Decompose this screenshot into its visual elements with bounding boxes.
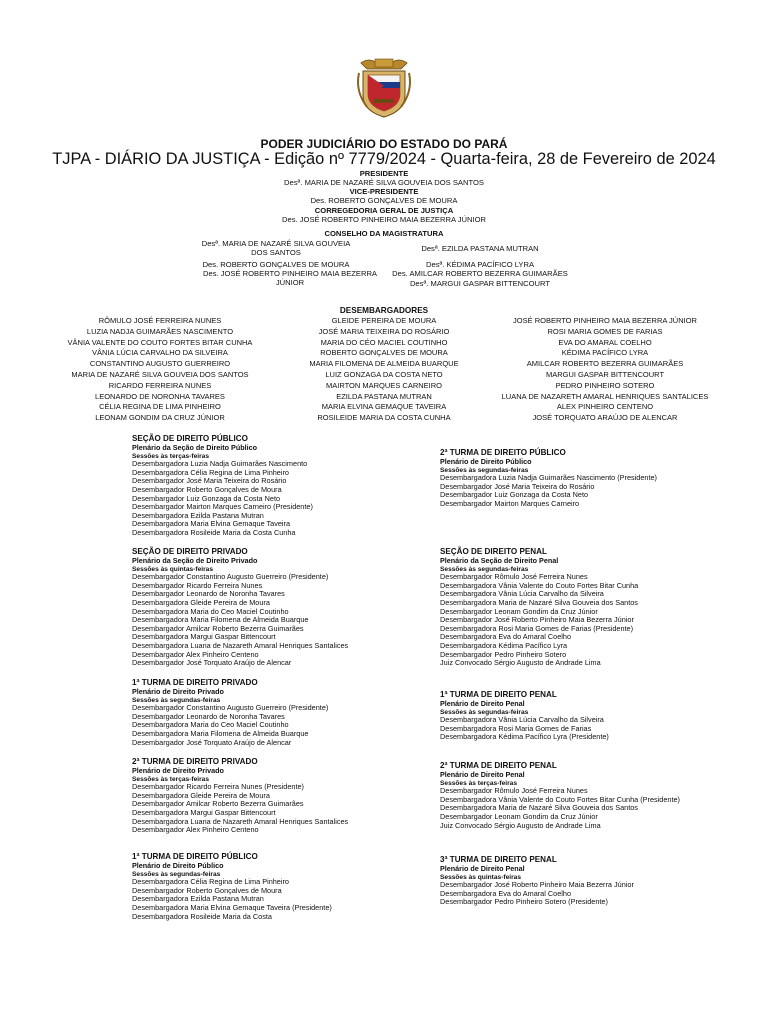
conselho-member: Des. JOSÉ ROBERTO PINHEIRO MAIA BEZERRA JÚNIOR bbox=[203, 269, 377, 287]
section-member: Desembargadora Luzia Nadja Guimarães Nascimento (Presidente) bbox=[440, 473, 657, 483]
section-plenario: Plenário de Direito Privado bbox=[132, 766, 224, 775]
section-2-turma-direito-privado bbox=[132, 757, 348, 835]
conselho-member: Des. ROBERTO GONÇALVES DE MOURA bbox=[202, 260, 350, 269]
section-plenario: Plenário de Direito Penal bbox=[440, 770, 525, 779]
coat-of-arms-icon bbox=[355, 55, 413, 121]
conselho-member: Des. AMILCAR ROBERTO BEZERRA GUIMARÃES bbox=[392, 269, 568, 278]
section-sessoes: Sessões às terças-feiras bbox=[132, 452, 209, 460]
desembargador-name: MARIA DO CÉO MACIEL COUTINHO bbox=[320, 337, 448, 347]
desembargador-name: ALEX PINHEIRO CENTENO bbox=[556, 402, 654, 412]
section-member: Desembargador Constantino Augusto Guerreiro (Presidente) bbox=[132, 703, 329, 713]
desembargador-name: MARGUI GASPAR BITTENCOURT bbox=[545, 369, 665, 379]
section-title: 1ª TURMA DE DIREITO PENAL bbox=[440, 690, 557, 699]
desembargador-name: CÉLIA REGINA DE LIMA PINHEIRO bbox=[99, 402, 221, 412]
section-member: Desembargadora Maria de Nazaré Silva Gouveia dos Santos bbox=[440, 597, 638, 607]
section-3-turma-direito-penal bbox=[440, 855, 634, 907]
desembargador-name: MARIA ELVINA GEMAQUE TAVEIRA bbox=[321, 402, 447, 412]
section-member: Desembargadora Vânia Lúcia Carvalho da Silveira bbox=[440, 589, 604, 599]
desembargadores-label: DESEMBARGADORES bbox=[339, 306, 429, 315]
desembargadores-col3 bbox=[480, 316, 730, 424]
section-member: Desembargadora Luana de Nazareth Amaral Henriques Santalices bbox=[132, 640, 349, 650]
page-title: TJPA - DIÁRIO DA JUSTIÇA - Edição nº 7779/2024 - Quarta-feira, 28 de Fevereiro de 2024 bbox=[52, 150, 716, 168]
section-member: Desembargador Pedro Pinheiro Sotero bbox=[440, 649, 567, 659]
section-plenario: Plenário da Seção de Direito Penal bbox=[440, 556, 559, 565]
section-member: Desembargadora Margui Gaspar Bittencourt bbox=[132, 807, 276, 817]
section-title: 2ª TURMA DE DIREITO PÚBLICO bbox=[440, 448, 566, 457]
section-member: Desembargador Leonardo de Noronha Tavares bbox=[132, 589, 285, 599]
section-title: 2ª TURMA DE DIREITO PRIVADO bbox=[132, 757, 258, 766]
section-plenario: Plenário de Direito Penal bbox=[440, 864, 525, 873]
section-member: Desembargador Luiz Gonzaga da Costa Neto bbox=[132, 493, 281, 503]
section-member: Desembargador José Maria Teixeira do Rosário bbox=[132, 476, 287, 486]
section-member: Desembargadora Eva do Amaral Coelho bbox=[440, 888, 572, 898]
section-1-turma-direito-privado bbox=[132, 678, 328, 747]
desembargador-name: LUANA DE NAZARETH AMARAL HENRIQUES SANTALICES bbox=[501, 391, 709, 401]
section-member: Desembargadora Célia Regina de Lima Pinheiro bbox=[132, 877, 289, 887]
conselho-member: Desª. MARGUI GASPAR BITTENCOURT bbox=[409, 279, 551, 288]
section-member: Desembargador Mairton Marques Carneiro (Presidente) bbox=[132, 502, 313, 512]
section-member: Desembargador Luiz Gonzaga da Costa Neto bbox=[440, 490, 589, 500]
section-member: Desembargadora Luzia Nadja Guimarães Nascimento bbox=[132, 459, 308, 469]
desembargador-name: JOSÉ TORQUATO ARAÚJO DE ALENCAR bbox=[532, 413, 678, 423]
desembargador-name: LEONAM GONDIM DA CRUZ JÚNIOR bbox=[95, 413, 225, 423]
section-sessoes: Sessões às segundas-feiras bbox=[440, 466, 529, 474]
section-member: Desembargadora Ezilda Pastana Mutran bbox=[132, 894, 264, 904]
desembargador-name: RÔMULO JOSÉ FERREIRA NUNES bbox=[98, 316, 222, 325]
desembargador-name: GLEIDE PEREIRA DE MOURA bbox=[331, 316, 437, 325]
section-sessoes: Sessões às segundas-feiras bbox=[440, 708, 529, 716]
section-plenario: Plenário de Direito Público bbox=[132, 861, 224, 870]
section-member: Desembargadora Luana de Nazareth Amaral Henriques Santalices bbox=[132, 816, 349, 826]
section-member: Desembargadora Maria Elvina Gemaque Taveira bbox=[132, 519, 291, 529]
section-member: Desembargadora Rosi Maria Gomes de Farias (Presidente) bbox=[440, 623, 634, 633]
section-member: Desembargador Amilcar Roberto Bezerra Guimarães bbox=[132, 623, 304, 633]
desembargador-name: JOSÉ ROBERTO PINHEIRO MAIA BEZERRA JÚNIOR bbox=[513, 316, 697, 325]
desembargador-name: VÂNIA VALENTE DO COUTO FORTES BITAR CUNHA bbox=[67, 337, 253, 347]
section-member: Desembargador José Torquato Araújo de Alencar bbox=[132, 658, 292, 668]
vice-name: Des. ROBERTO GONÇALVES DE MOURA bbox=[310, 196, 458, 205]
desembargador-name: VÂNIA LÚCIA CARVALHO DA SILVEIRA bbox=[92, 348, 228, 358]
section-member: Desembargador Rômulo José Ferreira Nunes bbox=[440, 572, 588, 582]
section-plenario: Plenário de Direito Privado bbox=[132, 687, 224, 696]
section-member: Desembargadora Maria Elvina Gemaque Taveira (Presidente) bbox=[132, 902, 332, 912]
section-plenario: Plenário da Seção de Direito Público bbox=[132, 443, 258, 452]
conselho-member: Desª. EZILDA PASTANA MUTRAN bbox=[421, 244, 539, 253]
section-member: Desembargador Mairton Marques Carneiro bbox=[440, 498, 580, 508]
section-sessoes: Sessões às segundas-feiras bbox=[132, 870, 221, 878]
desembargador-name: EZILDA PASTANA MUTRAN bbox=[336, 391, 432, 401]
desembargador-name: EVA DO AMARAL COELHO bbox=[558, 337, 652, 347]
section-member: Desembargadora Margui Gaspar Bittencourt bbox=[132, 632, 276, 642]
section-2-turma-direito-publico bbox=[440, 448, 657, 509]
section-member: Desembargadora Kédima Pacífico Lyra bbox=[440, 640, 568, 650]
section-member: Desembargadora Eva do Amaral Coelho bbox=[440, 632, 572, 642]
section-direito-publico bbox=[132, 434, 313, 538]
section-member: Desembargadora Célia Regina de Lima Pinheiro bbox=[132, 467, 289, 477]
section-title: 1ª TURMA DE DIREITO PÚBLICO bbox=[132, 852, 258, 861]
conselho-label: CONSELHO DA MAGISTRATURA bbox=[324, 229, 444, 238]
section-member: Desembargador Rômulo José Ferreira Nunes bbox=[440, 786, 588, 796]
presidente-name: Desª. MARIA DE NAZARÉ SILVA GOUVEIA DOS SANTOS bbox=[284, 178, 484, 187]
section-member: Desembargadora Rosileide Maria da Costa Cunha bbox=[132, 527, 296, 537]
section-2-turma-direito-penal bbox=[440, 761, 680, 830]
section-plenario: Plenário da Seção de Direito Privado bbox=[132, 556, 258, 565]
desembargador-name: MAIRTON MARQUES CARNEIRO bbox=[326, 380, 442, 390]
section-member: Desembargador Roberto Gonçalves de Moura bbox=[132, 484, 282, 494]
section-member: Desembargadora Rosileide Maria da Costa bbox=[132, 911, 272, 921]
section-title: SEÇÃO DE DIREITO PÚBLICO bbox=[132, 434, 248, 443]
desembargadores-col1 bbox=[40, 316, 280, 424]
desembargador-name: LUZIA NADJA GUIMARÃES NASCIMENTO bbox=[86, 326, 234, 336]
section-member: Desembargador Ricardo Ferreira Nunes bbox=[132, 580, 263, 590]
section-member: Desembargadora Vânia Lúcia Carvalho da Silveira bbox=[440, 715, 604, 725]
section-member: Desembargador Constantino Augusto Guerreiro (Presidente) bbox=[132, 572, 329, 582]
section-member: Desembargadora Vânia Valente do Couto Fortes Bitar Cunha bbox=[440, 580, 639, 590]
section-member: Desembargadora Kédima Pacífico Lyra (Presidente) bbox=[440, 732, 609, 742]
conselho-member: Desª. KÉDIMA PACÍFICO LYRA bbox=[425, 260, 535, 269]
section-member: Desembargadora Maria Filomena de Almeida Buarque bbox=[132, 728, 309, 738]
desembargador-name: LUIZ GONZAGA DA COSTA NETO bbox=[325, 369, 443, 379]
section-member: Desembargador Roberto Gonçalves de Moura bbox=[132, 885, 282, 895]
section-member: Desembargadora Maria do Ceo Maciel Coutinho bbox=[132, 606, 289, 616]
section-title: 1ª TURMA DE DIREITO PRIVADO bbox=[132, 678, 258, 687]
section-member: Desembargador Alex Pinheiro Centeno bbox=[132, 825, 259, 835]
desembargador-name: MARIA FILOMENA DE ALMEIDA BUARQUE bbox=[309, 359, 459, 369]
section-member: Desembargador Leonardo de Noronha Tavares bbox=[132, 711, 285, 721]
section-sessoes: Sessões às segundas-feiras bbox=[440, 565, 529, 573]
section-title: 2ª TURMA DE DIREITO PENAL bbox=[440, 761, 557, 770]
desembargador-name: LEONARDO DE NORONHA TAVARES bbox=[95, 391, 225, 401]
coat-of-arms-emblem bbox=[355, 55, 413, 121]
section-member: Desembargador José Maria Teixeira do Rosário bbox=[440, 481, 595, 491]
section-direito-penal bbox=[440, 547, 638, 668]
section-member: Desembargador José Roberto Pinheiro Maia Bezerra Júnior bbox=[440, 880, 634, 890]
desembargador-name: ROSI MARIA GOMES DE FARIAS bbox=[547, 326, 663, 336]
conselho-member: Desª. MARIA DE NAZARÉ SILVA GOUVEIA DOS SANTOS bbox=[201, 239, 351, 257]
desembargador-name: AMILCAR ROBERTO BEZERRA GUIMARÃES bbox=[526, 359, 684, 369]
desembargador-name: KÉDIMA PACÍFICO LYRA bbox=[561, 348, 649, 358]
section-member: Desembargador José Torquato Araújo de Alencar bbox=[132, 737, 292, 747]
desembargador-name: ROSILEIDE MARIA DA COSTA CUNHA bbox=[317, 413, 451, 423]
section-member: Desembargador Pedro Pinheiro Sotero (Presidente) bbox=[440, 897, 608, 907]
section-member: Juiz Convocado Sérgio Augusto de Andrade Lima bbox=[440, 820, 601, 830]
section-member: Desembargadora Ezilda Pastana Mutran bbox=[132, 510, 264, 520]
desembargador-name: MARIA DE NAZARÉ SILVA GOUVEIA DOS SANTOS bbox=[71, 369, 249, 379]
vice-label: VICE-PRESIDENTE bbox=[349, 187, 419, 196]
desembargador-name: JOSÉ MARIA TEIXEIRA DO ROSÁRIO bbox=[318, 326, 450, 336]
corregedoria-label: CORREGEDORIA GERAL DE JUSTIÇA bbox=[314, 206, 454, 215]
section-sessoes: Sessões às terças-feiras bbox=[440, 779, 517, 787]
section-member: Desembargadora Vânia Valente do Couto Fortes Bitar Cunha (Presidente) bbox=[440, 794, 680, 804]
desembargadores-col2 bbox=[268, 316, 500, 424]
section-member: Desembargadora Maria Filomena de Almeida Buarque bbox=[132, 615, 309, 625]
section-member: Desembargadora Gleide Pereira de Moura bbox=[132, 597, 270, 607]
section-title: SEÇÃO DE DIREITO PENAL bbox=[440, 547, 547, 556]
section-member: Desembargador Alex Pinheiro Centeno bbox=[132, 649, 259, 659]
desembargador-name: ROBERTO GONÇALVES DE MOURA bbox=[320, 348, 448, 358]
section-member: Juiz Convocado Sérgio Augusto de Andrade Lima bbox=[440, 658, 601, 668]
court-name: PODER JUDICIÁRIO DO ESTADO DO PARÁ bbox=[260, 137, 508, 151]
section-member: Desembargadora Gleide Pereira de Moura bbox=[132, 790, 270, 800]
section-title: SEÇÃO DE DIREITO PRIVADO bbox=[132, 547, 248, 556]
corregedor-name: Des. JOSÉ ROBERTO PINHEIRO MAIA BEZERRA JÚNIOR bbox=[282, 215, 486, 224]
section-title: 3ª TURMA DE DIREITO PENAL bbox=[440, 855, 557, 864]
section-member: Desembargador Leonam Gondim da Cruz Júnior bbox=[440, 811, 598, 821]
section-member: Desembargadora Maria do Ceo Maciel Coutinho bbox=[132, 720, 289, 730]
section-member: Desembargador Leonam Gondim da Cruz Júnior bbox=[440, 606, 598, 616]
section-member: Desembargador Ricardo Ferreira Nunes (Presidente) bbox=[132, 782, 304, 792]
presidente-label: PRESIDENTE bbox=[359, 169, 409, 178]
section-sessoes: Sessões às quintas-feiras bbox=[440, 873, 521, 881]
section-1-turma-direito-publico bbox=[132, 852, 332, 921]
section-sessoes: Sessões às segundas-feiras bbox=[132, 696, 221, 704]
section-member: Desembargadora Rosi Maria Gomes de Farias bbox=[440, 723, 592, 733]
section-member: Desembargadora Maria de Nazaré Silva Gouveia dos Santos bbox=[440, 803, 638, 813]
section-member: Desembargador Amilcar Roberto Bezerra Guimarães bbox=[132, 799, 304, 809]
section-member: Desembargador José Roberto Pinheiro Maia Bezerra Júnior bbox=[440, 615, 634, 625]
section-sessoes: Sessões às quintas-feiras bbox=[132, 565, 213, 573]
desembargador-name: PEDRO PINHEIRO SOTERO bbox=[555, 380, 655, 390]
section-1-turma-direito-penal bbox=[440, 690, 609, 742]
section-plenario: Plenário de Direito Público bbox=[440, 457, 532, 466]
desembargador-name: CONSTANTINO AUGUSTO GUERREIRO bbox=[89, 359, 231, 369]
section-direito-privado bbox=[132, 547, 348, 668]
desembargador-name: RICARDO FERREIRA NUNES bbox=[108, 380, 212, 390]
section-sessoes: Sessões às terças-feiras bbox=[132, 775, 209, 783]
section-plenario: Plenário de Direito Penal bbox=[440, 699, 525, 708]
